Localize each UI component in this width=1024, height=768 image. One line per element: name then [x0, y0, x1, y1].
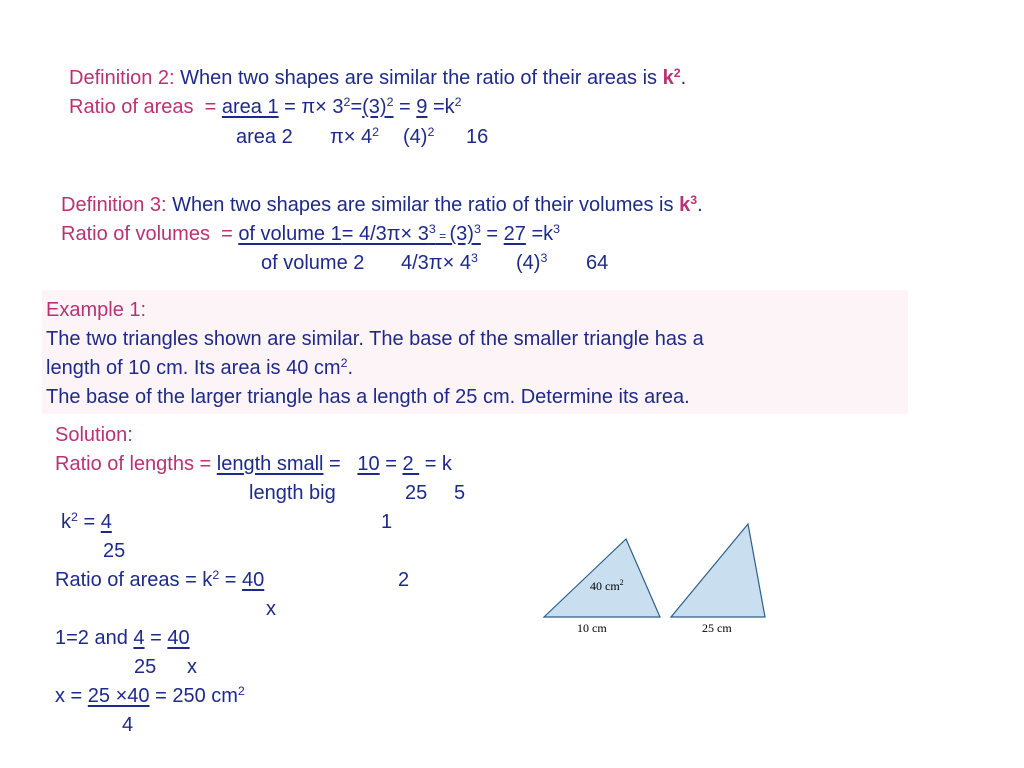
ratio-of-areas-den-frac: [403, 127, 434, 147]
ratio-of-volumes-num-text: of volume 1: [238, 223, 342, 245]
ratio-of-volumes-denominator: of volume 2: [261, 252, 365, 274]
large-triangle-base-label: 25 cm: [702, 621, 732, 635]
k-squared-numerator: 4: [100, 511, 112, 533]
result-x-label: x =: [55, 685, 88, 707]
small-triangle-base-label: 10 cm: [577, 621, 607, 635]
ratio-of-areas-k: =k: [427, 96, 455, 118]
ratio-of-areas-frac-num-exp: 2: [386, 95, 394, 110]
result-numerator: 25 ×40: [87, 685, 150, 707]
small-triangle-area-exp: 2: [619, 578, 624, 587]
k-squared-exp: 2: [71, 510, 78, 525]
ratio-of-areas-line: [69, 97, 462, 117]
ratio-of-volumes-pi-exp: 3: [428, 222, 436, 237]
result-denominator: 4: [122, 714, 134, 736]
result-value: = 250 cm: [149, 685, 238, 707]
definition-3-k: k: [679, 194, 691, 216]
ratio-of-volumes-k: =k: [525, 223, 554, 245]
ratio-of-areas-solution-eq: =: [219, 569, 243, 591]
ratio-of-volumes-line: [61, 224, 560, 244]
ratio-of-areas-pi-expr: = π× 3: [278, 96, 344, 118]
ratio-of-areas-den-pi: [330, 127, 379, 147]
ratio-of-volumes-den-pi: [401, 253, 478, 273]
ratio-of-volumes-den-value: 64: [586, 252, 609, 274]
cross-multiply-numerator: 4: [133, 627, 145, 649]
ratio-of-volumes-numerator: [238, 223, 481, 245]
ratio-of-areas-eq2: =: [393, 96, 417, 118]
result-exp: 2: [237, 684, 245, 699]
ratio-of-areas-k-exp: 2: [454, 95, 462, 110]
cross-multiply-x: x: [187, 656, 197, 678]
ratio-of-lengths-denominator: length big: [249, 482, 336, 504]
small-triangle-area-label: [590, 578, 624, 593]
small-triangle-area-text: 40 cm: [590, 579, 620, 593]
definition-2-line: [69, 68, 686, 88]
definition-3-label: Definition 3:: [61, 194, 167, 216]
ratio-of-areas-solution-label: Ratio of areas = k: [55, 569, 213, 591]
cross-multiply-line: [55, 628, 190, 648]
ratio-of-areas-solution-x: x: [266, 598, 276, 620]
example-line-2: [46, 358, 353, 378]
example-title: Example 1:: [46, 299, 147, 321]
ratio-of-volumes-den-pi-base: 4/3π× 4: [401, 252, 471, 274]
ratio-of-areas-frac-num: [362, 96, 393, 118]
ratio-of-volumes-label: Ratio of volumes =: [61, 223, 239, 245]
ratio-of-areas-solution-exp: 2: [212, 568, 220, 583]
definition-2-text: When two shapes are similar the ratio of their areas is: [174, 67, 663, 89]
definition-3-exp: 3: [690, 193, 698, 208]
ratio-of-areas-den-pi-base: π× 4: [330, 126, 373, 148]
ratio-of-areas-den-value: 16: [466, 126, 489, 148]
definition-2-exp: 2: [673, 66, 681, 81]
ratio-of-lengths-label: Ratio of lengths =: [55, 453, 217, 475]
solution-title: Solution:: [55, 424, 133, 446]
k-squared-eq: =: [77, 511, 101, 533]
ratio-of-lengths-five: 5: [454, 482, 466, 504]
ratio-of-volumes-eq2: =: [480, 223, 504, 245]
large-triangle: [671, 524, 765, 617]
example-line-2-exp: 2: [340, 356, 348, 371]
definition-3-period: .: [697, 194, 703, 216]
ratio-of-volumes-pi-expr: = 4/3π× 3: [341, 223, 429, 245]
k-squared-k: k: [61, 511, 71, 533]
example-line-2-end: .: [347, 357, 354, 379]
ratio-of-areas-frac-num-base: (3): [362, 96, 387, 118]
ratio-of-areas-eq: =: [350, 96, 363, 118]
ratio-of-volumes-den-frac-exp: 3: [540, 251, 548, 266]
similar-triangles-diagram: [535, 515, 775, 640]
definition-3-text: When two shapes are similar the ratio of their volumes is: [166, 194, 680, 216]
ratio-of-lengths-eq: =: [323, 453, 358, 475]
example-line-1: The two triangles shown are similar. The base of the smaller triangle has a: [46, 328, 704, 350]
definition-2-period: .: [680, 67, 687, 89]
ratio-of-areas-solution-line: [55, 570, 264, 590]
definition-2-label: Definition 2:: [69, 67, 175, 89]
cross-multiply-eq: =: [144, 627, 168, 649]
definition-2-k: k: [662, 67, 674, 89]
definition-3-line: [61, 195, 703, 215]
ratio-of-volumes-value-num: 27: [503, 223, 526, 245]
ratio-of-areas-numerator: area 1: [221, 96, 279, 118]
solution-two: 2: [398, 569, 410, 591]
cross-multiply-denominator: 25: [134, 656, 157, 678]
example-line-2-text: length of 10 cm. Its area is 40 cm: [46, 357, 341, 379]
ratio-of-areas-denominator: area 2: [236, 126, 293, 148]
ratio-of-lengths-numerator: length small: [216, 453, 324, 475]
ratio-of-areas-den-frac-exp: 2: [427, 125, 435, 140]
cross-multiply-forty: 40: [167, 627, 190, 649]
example-line-3: The base of the larger triangle has a length of 25 cm. Determine its area.: [46, 386, 690, 408]
ratio-of-volumes-k-exp: 3: [553, 222, 561, 237]
k-squared-line: [61, 512, 112, 532]
small-triangle: [544, 539, 660, 617]
ratio-of-areas-den-pi-exp: 2: [372, 125, 380, 140]
result-line: [55, 686, 245, 706]
ratio-of-volumes-den-frac-base: (4): [516, 252, 541, 274]
solution-one: 1: [381, 511, 393, 533]
ratio-of-volumes-den-frac: [516, 253, 547, 273]
ratio-of-areas-value-num: 9: [416, 96, 428, 118]
ratio-of-volumes-den-pi-exp: 3: [470, 251, 478, 266]
ratio-of-lengths-ten: 10: [357, 453, 380, 475]
ratio-of-lengths-two: 2: [402, 453, 420, 475]
ratio-of-volumes-frac-num-exp: 3: [473, 222, 481, 237]
ratio-of-lengths-eq2: =: [379, 453, 403, 475]
ratio-of-areas-den-frac-base: (4): [403, 126, 428, 148]
cross-multiply-text: 1=2 and: [55, 627, 134, 649]
ratio-of-lengths-twentyfive: 25: [405, 482, 428, 504]
ratio-of-lengths-k: = k: [419, 453, 452, 475]
ratio-of-areas-pi-exp: 2: [343, 95, 351, 110]
ratio-of-areas-solution-forty: 40: [242, 569, 265, 591]
k-squared-denominator: 25: [103, 540, 126, 562]
ratio-of-volumes-frac-num-base: (3): [449, 223, 474, 245]
ratio-of-areas-label: Ratio of areas =: [69, 96, 222, 118]
ratio-of-volumes-eq-small: =: [435, 229, 450, 243]
ratio-of-lengths-line: [55, 454, 452, 474]
